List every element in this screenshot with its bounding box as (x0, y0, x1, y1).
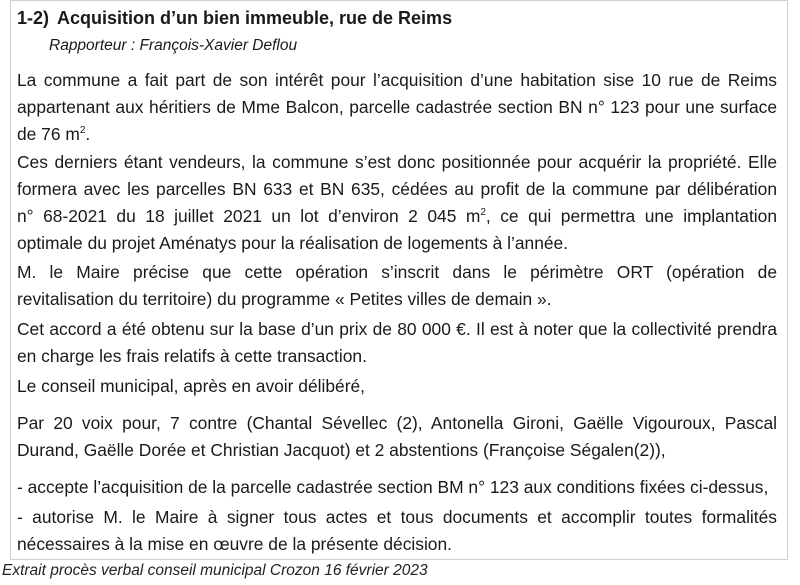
text-line: appartenant aux héritiers de Mme Balcon, parcelle cadastrée section BN n° 123 pour une surface (17, 97, 777, 117)
text-line: formera avec les parcelles BN 633 et BN 635, cédées au profit de la commune par délibération (17, 179, 777, 199)
text-line (17, 203, 777, 230)
text-line: revitalisation du territoire) du programme « Petites villes de demain ». (17, 289, 552, 309)
source-caption: Extrait procès verbal conseil municipal Crozon 16 février 2023 (2, 562, 428, 579)
text-fragment: . (85, 124, 91, 144)
paragraph-sellers (17, 149, 777, 257)
text-line: M. le Maire précise que cette opération s’inscrit dans le périmètre ORT (opération de (17, 262, 777, 282)
text-line: Cet accord a été obtenu sur la base d’un prix de 80 000 €. Il est à noter que la collectivité prendra (17, 319, 777, 339)
rapporteur-line: Rapporteur : François-Xavier Deflou (49, 37, 298, 54)
text-line: en charge les frais relatifs à cette transaction. (17, 346, 367, 366)
section-number: 1-2) (17, 8, 50, 28)
text-line: - accepte l’acquisition de la parcelle cadastrée section BM n° 123 aux conditions fixées ci-dessus, (17, 477, 769, 497)
paragraph-autorise (17, 504, 777, 558)
text-line: Le conseil municipal, après en avoir délibéré, (17, 376, 366, 396)
text-line: Ces derniers étant vendeurs, la commune s’est donc positionnée pour acquérir la propriété. Elle (17, 152, 777, 172)
text-line: optimale du projet Aménatys pour la réalisation de logements à l’année. (17, 233, 569, 253)
text-fragment: , ce qui permettra une implantation (485, 206, 777, 226)
text-line: Durand, Gaëlle Dorée et Christian Jacquot) et 2 abstentions (Françoise Ségalen(2)), (17, 440, 666, 460)
paragraph-ort (17, 259, 777, 313)
paragraph-accepte (17, 474, 777, 501)
text-line: Par 20 voix pour, 7 contre (Chantal Sévellec (2), Antonella Gironi, Gaëlle Vigouroux, Pascal (17, 413, 777, 433)
text-line: - autorise M. le Maire à signer tous actes et tous documents et accomplir toutes formalités (17, 507, 777, 527)
section-title: Acquisition d’un bien immeuble, rue de Reims (57, 8, 453, 28)
superscript: 2 (79, 125, 86, 136)
text-line: nécessaires à la mise en œuvre de la présente décision. (17, 534, 452, 554)
paragraph-deliberation (17, 373, 777, 400)
text-fragment: n° 68-2021 du 18 juillet 2021 un lot d’environ 2 045 m (17, 206, 481, 226)
text-line: La commune a fait part de son intérêt pour l’acquisition d’une habitation sise 10 rue de Reims (17, 70, 777, 90)
paragraph-vote (17, 410, 777, 464)
paragraph-price (17, 316, 777, 370)
superscript: 2 (480, 207, 486, 218)
section-heading (17, 8, 452, 29)
document-page (10, 0, 788, 560)
text-fragment: de 76 m (17, 124, 80, 144)
paragraph-acquisition-intent (17, 67, 777, 148)
text-line (17, 121, 777, 148)
